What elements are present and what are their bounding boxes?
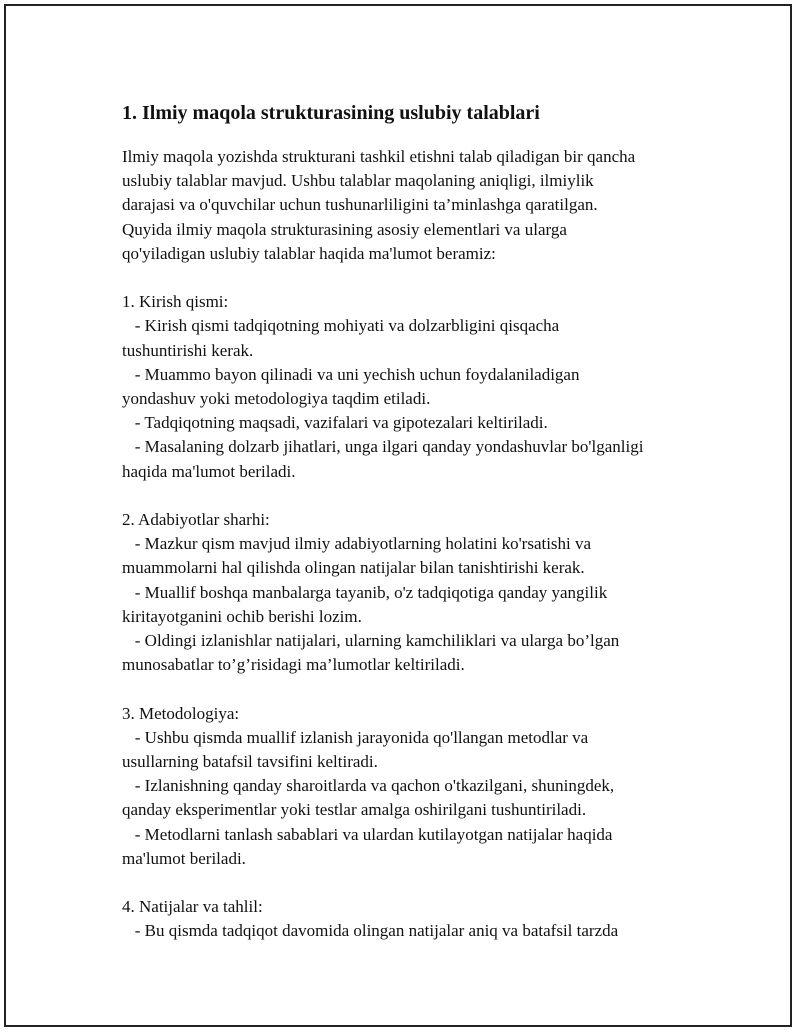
- text-line: - Metodlarni tanlash sabablari va ulardan kutilayotgan natijalar haqida: [122, 824, 613, 844]
- section-adabiyotlar: [122, 508, 702, 702]
- text-line: yondashuv yoki metodologiya taqdim etiladi.: [122, 389, 431, 409]
- text-line: kiritayotganini ochib berishi lozim.: [122, 606, 362, 626]
- text-line: haqida ma'lumot beriladi.: [122, 461, 296, 481]
- text-line: - Ushbu qismda muallif izlanish jarayonida qo'llangan metodlar va: [122, 727, 589, 747]
- text-line: usullarning batafsil tavsifini keltiradi.: [122, 752, 378, 772]
- text-line: - Tadqiqotning maqsadi, vazifalari va gipotezalari keltiriladi.: [122, 413, 548, 433]
- text-line: munosabatlar to’g’risidagi ma’lumotlar keltiriladi.: [122, 655, 465, 675]
- text-line: - Kirish qismi tadqiqotning mohiyati va dolzarbligini qisqacha: [122, 316, 560, 336]
- section-metodologiya: [122, 702, 702, 896]
- text-line: - Oldingi izlanishlar natijalari, ularning kamchiliklari va ularga bo’lgan: [122, 631, 620, 651]
- text-line: - Masalaning dolzarb jihatlari, unga ilgari qanday yondashuvlar bo'lganligi: [122, 437, 644, 457]
- page-frame: [4, 4, 792, 1027]
- text-line: qanday eksperimentlar yoki testlar amalga oshirilgani tushuntiriladi.: [122, 800, 587, 820]
- text-line: Quyida ilmiy maqola strukturasining asosiy elementlari va ularga: [122, 219, 567, 239]
- section-kirish: [122, 290, 702, 508]
- section-title: 2. Adabiyotlar sharhi:: [122, 510, 270, 530]
- paragraph-gap: [122, 484, 702, 508]
- text-line: muammolarni hal qilishda olingan natijalar bilan tanishtirishi kerak.: [122, 558, 585, 578]
- text-line: - Muammo bayon qilinadi va uni yechish uchun foydalaniladigan: [122, 364, 580, 384]
- section-title: 4. Natijalar va tahlil:: [122, 897, 263, 917]
- text-line: - Mazkur qism mavjud ilmiy adabiyotlarning holatini ko'rsatishi va: [122, 534, 592, 554]
- paragraph-gap: [122, 677, 702, 701]
- document-heading: 1. Ilmiy maqola strukturasining uslubiy talablari: [122, 102, 540, 124]
- document-body: [122, 98, 702, 944]
- text-line: Ilmiy maqola yozishda strukturani tashkil etishni talab qiladigan bir qancha: [122, 147, 636, 166]
- text-line: qo'yiladigan uslubiy talablar haqida ma'lumot beramiz:: [122, 243, 496, 263]
- text-line: tushuntirishi kerak.: [122, 340, 254, 360]
- text-line: - Izlanishning qanday sharoitlarda va qachon o'tkazilgani, shuningdek,: [122, 776, 615, 796]
- section-title: 3. Metodologiya:: [122, 703, 240, 723]
- text-line: ma'lumot beriladi.: [122, 848, 246, 868]
- text-line: - Bu qismda tadqiqot davomida olingan natijalar aniq va batafsil tarzda: [122, 921, 619, 941]
- paragraph-gap: [122, 266, 702, 290]
- section-title: 1. Kirish qismi:: [122, 292, 229, 312]
- paragraph-gap: [122, 871, 702, 895]
- section-natijalar: [122, 895, 702, 943]
- text-line: uslubiy talablar mavjud. Ushbu talablar maqolaning aniqligi, ilmiylik: [122, 171, 594, 191]
- text-line: - Muallif boshqa manbalarga tayanib, o'z tadqiqotiga qanday yangilik: [122, 582, 608, 602]
- text-line: darajasi va o'quvchilar uchun tushunarliligini ta’minlashga qaratilgan.: [122, 195, 598, 215]
- intro-paragraph: [122, 145, 702, 290]
